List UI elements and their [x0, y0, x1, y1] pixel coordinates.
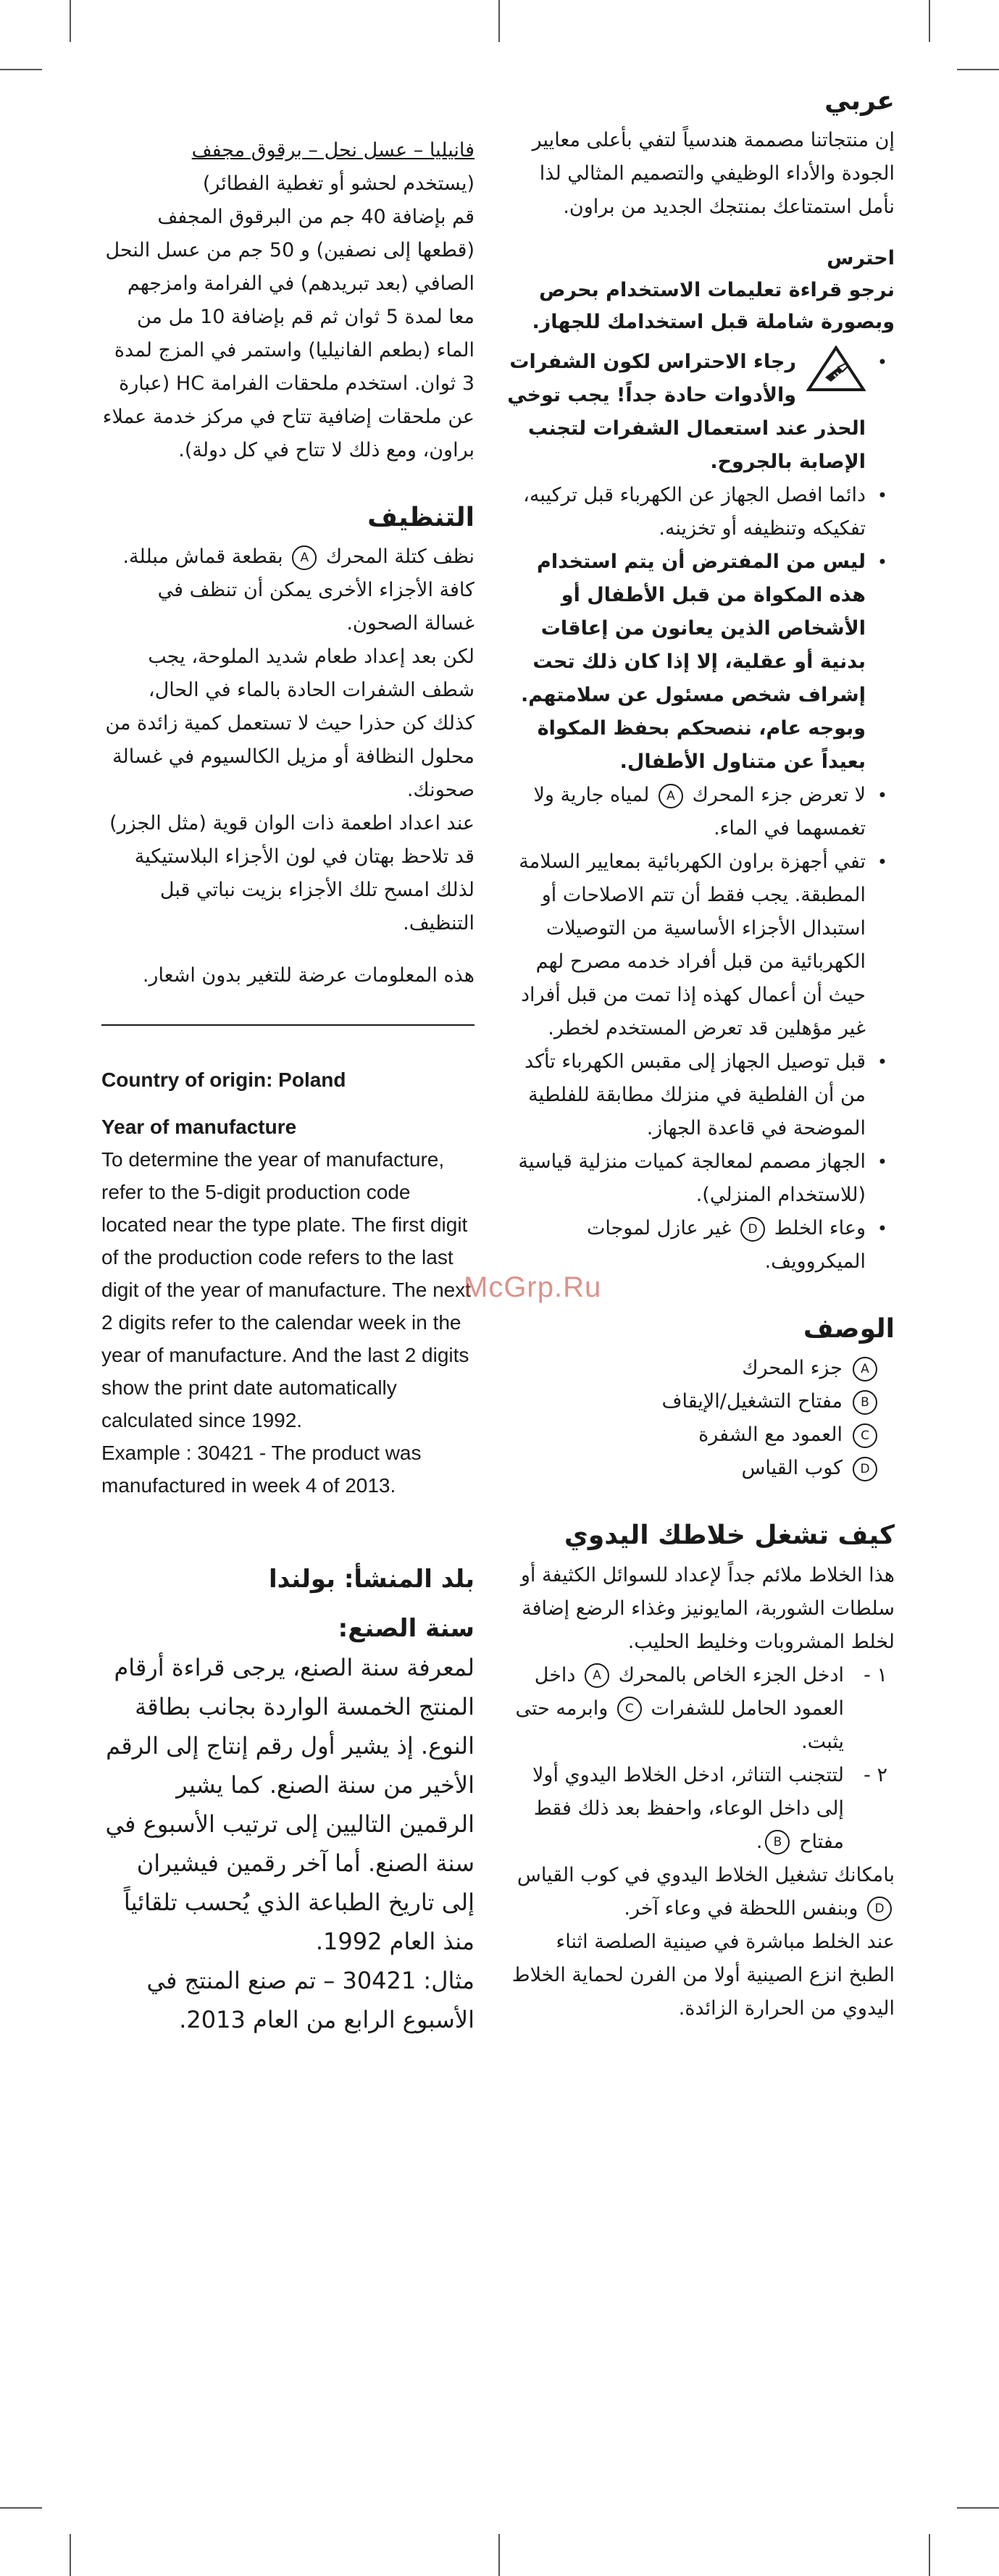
cleaning-paragraph: نظف كتلة المحرك A بقطعة قماش مبللة. كافة الأجزاء الأخرى يمكن أن تنظف في غسالة الصحون. — [122, 545, 475, 635]
warning-text-pre: لا تعرض جزء المحرك — [692, 784, 866, 807]
warning-item: • تفي أجهزة براون الكهربائية بمعايير السلامة المطبقة. يجب فقط أن تتم الاصلاحات أو استبدال الأجزاء الأساسية من التوصيلات الكهربائية من قبل أفراد خدمه مصرح لهم حيث أن أعمال كهذه إذا تمت من قبل أفراد غير مؤهلين قد تعرض المستخدم لخطر. — [519, 850, 887, 1040]
warning-list — [507, 346, 895, 1279]
description-label: كوب القياس — [741, 1457, 843, 1480]
cleaning-paragraph: عند اعداد اطعمة ذات الوان قوية (مثل الجزر) قد تلاحظ بهتان في لون الأجزاء البلاستيكية لذلك امسح تلك الأجزاء بزيت نباتي قبل التنظيف. — [109, 812, 475, 935]
warning-text: دائما افصل الجهاز عن الكهرباء قبل تركيبه، تفكيكه وتنظيفه أو تخزينه. — [523, 484, 866, 540]
year-text-english: To determine the year of manufacture, refer to the 5-digit production code located near the type plate. The first digit of the production code refers to the last digit of the year of manufacture. The next 2 digits refer to the calendar week in the year of manufacture. And the last 2 digits show the print date automatically calculated since 1992. — [101, 1148, 472, 1432]
step-number: ١ - — [864, 1663, 887, 1686]
crop-mark — [70, 2534, 71, 2576]
description-item — [507, 1418, 895, 1452]
description-heading: الوصف — [803, 1314, 895, 1345]
part-letter-badge: D — [740, 1217, 765, 1242]
right-column — [507, 85, 895, 2025]
warning-text-post: لمياه جارية ولا تغمسهما في الماء. — [533, 784, 866, 840]
caution-title: احترس — [827, 247, 895, 270]
howto-heading: كيف تشغل خلاطك اليدوي — [564, 1521, 895, 1551]
year-heading-english: Year of manufacture — [101, 1116, 297, 1139]
crop-mark — [957, 2507, 999, 2509]
language-heading: عربي — [824, 86, 895, 116]
recipe-text: قم بإضافة 40 جم من البرقوق المجفف (قطعها إلى نصفين) و 50 جم من عسل النحل الصافي (بعد تبريدهم) في الفرامة وامزجهم معا لمدة 5 ثوان ثم قم بإضافة 10 مل من الماء (بطعم الفانيليا) واستمر في المزج لمدة 3 ثوان. استخدم ملحقات الفرامة HC (عبارة عن ملحقات إضافية تتاح في مركز خدمة عملاء براون، ومع ذلك لا تتاح في كل دولة). — [102, 206, 475, 461]
warning-text: ليس من المفترض أن يتم استخدام هذه المكواة من قبل الأطفال أو الأشخاص الذين يعانون من إعاقات بدنية أو عقلية، إلا إذا كان ذلك تحت إشراف شخص مسئول عن سلامتهم. وبوجه عام، ننصحكم بحفظ المكواة بعيداً عن متناول الأطفال. — [520, 551, 866, 774]
crop-mark — [0, 2507, 42, 2509]
warning-text: الجهاز مصمم لمعالجة كميات منزلية قياسية (للاستخدام المنزلي). — [518, 1150, 866, 1207]
crop-mark — [498, 2534, 500, 2576]
description-item — [507, 1385, 895, 1418]
warning-text: رجاء الاحتراس لكون الشفرات والأدوات حادة جداً! يجب توخي الحذر عند استعمال الشفرات لتجنب الإصابة بالجروح. — [507, 351, 866, 474]
step-number: ٢ - — [864, 1763, 887, 1786]
warning-cut-icon — [806, 346, 866, 392]
warning-text: قبل توصيل الجهاز إلى مقبس الكهرباء تأكد من أن الفلطية في منزلك مطابقة للفلطية الموضحة في قاعدة الجهاز. — [524, 1050, 866, 1140]
crop-mark — [498, 0, 500, 42]
description-item — [507, 1352, 895, 1385]
warning-item: • وعاء الخلط D غير عازل لموجات الميكروويف. — [586, 1217, 887, 1274]
warning-item: • دائما افصل الجهاز عن الكهرباء قبل تركيبه، تفكيكه وتنظيفه أو تخزينه. — [523, 484, 887, 540]
caution-text: نرجو قراءة تعليمات الاستخدام بحرص وبصورة شاملة قبل استخدامك للجهاز. — [532, 279, 895, 334]
crop-mark — [70, 0, 71, 42]
crop-mark — [929, 2534, 930, 2576]
crop-mark — [0, 69, 42, 70]
warning-item: • ليس من المفترض أن يتم استخدام هذه المكواة من قبل الأطفال أو الأشخاص الذين يعانون من إعاقات بدنية أو عقلية، إلا إذا كان ذلك تحت إشراف شخص مسئول عن سلامتهم. وبوجه عام، ننصحكم بحفظ المكواة بعيداً عن متناول الأطفال. — [520, 551, 887, 774]
example-arabic: مثال: 30421 – تم صنع المنتج في الأسبوع الرابع من العام 2013. — [146, 1967, 475, 2034]
step-item: ٢ - لتتجنب التناثر، ادخل الخلاط اليدوي أولا إلى داخل الوعاء، واحفظ بعد ذلك فقط مفتاح B. — [507, 1759, 895, 1859]
crop-mark — [957, 69, 999, 70]
part-letter-badge: D — [867, 1897, 892, 1921]
part-letter-badge: A — [659, 784, 683, 808]
part-letter-badge: C — [853, 1423, 877, 1448]
warning-text: تفي أجهزة براون الكهربائية بمعايير السلامة المطبقة. يجب فقط أن تتم الاصلاحات أو استبدال الأجزاء الأساسية من التوصيلات الكهربائية من قبل أفراد خدمه مصرح لهم حيث أن أعمال كهذه إذا تمت من قبل أفراد غير مؤهلين قد تعرض المستخدم لخطر. — [519, 850, 866, 1040]
step-text: لتتجنب التناثر، ادخل الخلاط اليدوي أولا إلى داخل الوعاء، واحفظ بعد ذلك فقط مفتاح — [532, 1763, 844, 1853]
origin-english: Country of origin: Poland — [101, 1069, 346, 1092]
notice-text: هذه المعلومات عرضة للتغير بدون اشعار. — [142, 964, 475, 987]
left-column — [101, 134, 475, 2039]
howto-intro: هذا الخلاط ملائم جداً لإعداد للسوائل الكثيفة أو سلطات الشوربة، المايونيز وغذاء الرضع إضافة لخلط المشروبات وخليط الحليب. — [520, 1563, 895, 1653]
year-heading-arabic: سنة الصنع: — [338, 1614, 475, 1644]
step-item — [507, 1659, 895, 1759]
warning-item: • قبل توصيل الجهاز إلى مقبس الكهرباء تأكد من أن الفلطية في منزلك مطابقة للفلطية الموضحة في قاعدة الجهاز. — [524, 1050, 887, 1140]
howto-paragraph: عند الخلط مباشرة في صينية الصلصة اثناء الطبخ انزع الصينية أولا من الفرن لحماية الخلاط اليدوي من الحرارة الزائدة. — [511, 1930, 895, 2020]
example-english: Example : 30421 - The product was manufactured in week 4 of 2013. — [101, 1442, 422, 1497]
crop-mark — [929, 0, 930, 42]
description-label: مفتاح التشغيل/الإيقاف — [661, 1390, 843, 1413]
part-letter-badge: C — [617, 1697, 642, 1721]
warning-item: • الجهاز مصمم لمعالجة كميات منزلية قياسية (للاستخدام المنزلي). — [518, 1150, 887, 1207]
recipe-title: فانيليا – عسل نحل – برقوق مجفف — [191, 139, 475, 162]
cleaning-paragraph: لكن بعد إعداد طعام شديد الملوحة، يجب شطف الشفرات الحادة بالماء في الحال، كذلك كن حذرا حيث لا تستعمل كمية زائدة من محلول النظافة أو مزيل الكالسيوم في غسالة صحونك. — [105, 645, 475, 802]
description-label: العمود مع الشفرة — [698, 1423, 843, 1447]
warning-item: • رجاء الاحتراس لكون الشفرات والأدوات حادة جداً! يجب توخي الحذر عند استعمال الشفرات لتجنب الإصابة بالجروح. — [507, 346, 895, 479]
part-letter-badge: A — [292, 545, 317, 570]
part-letter-badge: D — [853, 1457, 877, 1481]
part-letter-badge: B — [853, 1390, 877, 1415]
cleaning-heading: التنظيف — [367, 503, 475, 532]
part-letter-badge: A — [585, 1663, 609, 1688]
section-divider — [101, 1024, 475, 1026]
howto-paragraph: بامكانك تشغيل الخلاط اليدوي في كوب القياس D وبنفس اللحظة في وعاء آخر. — [507, 1859, 895, 1925]
part-letter-badge: A — [853, 1357, 877, 1381]
intro-paragraph: إن منتجاتنا مصممة هندسياً لتفي بأعلى معايير الجودة والأداء الوظيفي والتصميم المثالي لذا نأمل استمتاعك بمنتجك الجديد من براون. — [532, 129, 895, 219]
warning-text-post: غير عازل لموجات الميكروويف. — [586, 1217, 866, 1274]
step-text: ادخل الجزء الخاص بالمحرك — [618, 1663, 844, 1686]
step-text: وابرمه حتى يثبت. — [515, 1697, 844, 1753]
watermark: McGrp.Ru — [464, 1271, 602, 1303]
step-text: داخل العمود الحامل للشفرات — [534, 1663, 844, 1720]
description-label: جزء المحرك — [742, 1357, 843, 1380]
recipe-subtitle: (يستخدم لحشو أو تغطية الفطائر) — [202, 172, 475, 195]
part-letter-badge: B — [765, 1830, 790, 1854]
warning-item: • لا تعرض جزء المحرك A لمياه جارية ولا تغمسهما في الماء. — [533, 784, 887, 840]
origin-arabic: بلد المنشأ: بولندا — [268, 1565, 475, 1594]
warning-text-pre: وعاء الخلط — [774, 1217, 866, 1240]
description-item — [507, 1452, 895, 1485]
year-text-arabic: لمعرفة سنة الصنع، يرجى قراءة أرقام المنتج الخمسة الواردة بجانب بطاقة النوع. إذ يشير أول رقم إنتاج إلى الرقم الأخير من سنة الصنع. كما يشير الرقمين التاليين إلى ترتيب الأسبوع في سنة الصنع. أما آخر رقمين فيشيران إلى تاريخ الطباعة الذي يُحسب تلقائياً منذ العام 1992. — [105, 1654, 475, 1956]
